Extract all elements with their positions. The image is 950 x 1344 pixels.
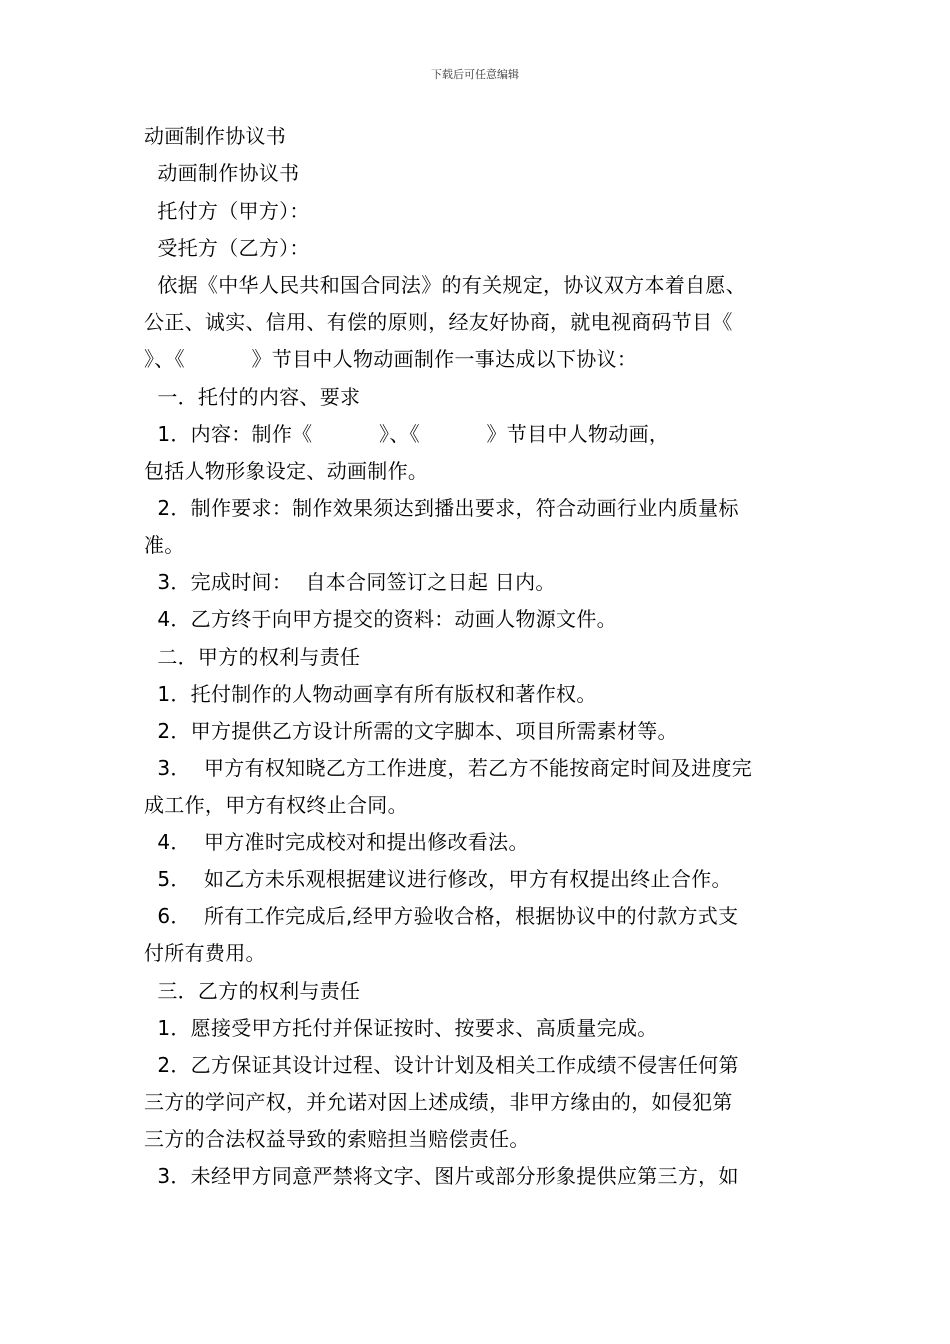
preamble-line: 公正、诚实、信用、有偿的原则，经友好协商，就电视商码节目《 [144, 310, 733, 334]
section-heading: 三．乙方的权利与责任 [144, 979, 361, 1003]
clause-line: 2．乙方保证其设计过程、设计计划及相关工作成绩不侵害任何第 [144, 1053, 739, 1077]
clause-line: 6． 所有工作完成后,经甲方验收合格，根据协议中的付款方式支 [144, 904, 739, 928]
clause-line: 5． 如乙方未乐观根据建议进行修改，甲方有权提出终止合作。 [144, 867, 732, 891]
preamble-line: 依据《中华人民共和国合同法》的有关规定，协议双方本着自愿、 [144, 273, 747, 297]
clause-line: 3．未经甲方同意严禁将文字、图片或部分形象提供应第三方，如 [144, 1164, 739, 1188]
clause-line: 3． 甲方有权知晓乙方工作进度，若乙方不能按商定时间及进度完 [144, 756, 753, 780]
clause-line: 准。 [144, 533, 185, 557]
clause-line: 三方的合法权益导致的索赔担当赔偿责任。 [144, 1127, 530, 1151]
doc-title: 动画制作协议书 [144, 124, 287, 148]
clause-line: 1．愿接受甲方托付并保证按时、按要求、高质量完成。 [144, 1016, 658, 1040]
clause-line: 包括人物形象设定、动画制作。 [144, 459, 429, 483]
clause-line: 付所有费用。 [144, 941, 266, 965]
clause-line: 4． 甲方准时完成校对和提出修改看法。 [144, 830, 529, 854]
preamble-line: 》、《 》节目中人物动画制作一事达成以下协议： [144, 347, 638, 371]
clause-line: 三方的学问产权，并允诺对因上述成绩，非甲方缘由的，如侵犯第 [144, 1090, 733, 1114]
party-b-line: 受托方（乙方）： [144, 236, 310, 260]
clause-line: 2．甲方提供乙方设计所需的文字脚本、项目所需素材等。 [144, 719, 678, 743]
clause-line: 1．内容：制作《 》、《 》节目中人物动画， [144, 422, 670, 446]
header-note: 下载后可任意编辑 [431, 68, 519, 81]
section-heading: 二．甲方的权利与责任 [144, 645, 361, 669]
clause-line: 4．乙方终于向甲方提交的资料：动画人物源文件。 [144, 607, 617, 631]
party-a-line: 托付方（甲方）： [144, 199, 310, 223]
clause-line: 2．制作要求：制作效果须达到播出要求，符合动画行业内质量标 [144, 496, 739, 520]
clause-line: 成工作，甲方有权终止合同。 [144, 793, 408, 817]
clause-line: 1．托付制作的人物动画享有所有版权和著作权。 [144, 682, 597, 706]
section-heading: 一．托付的内容、要求 [144, 385, 361, 409]
doc-subtitle: 动画制作协议书 [144, 161, 300, 185]
clause-line: 3．完成时间： 自本合同签订之日起 日内。 [144, 570, 556, 594]
